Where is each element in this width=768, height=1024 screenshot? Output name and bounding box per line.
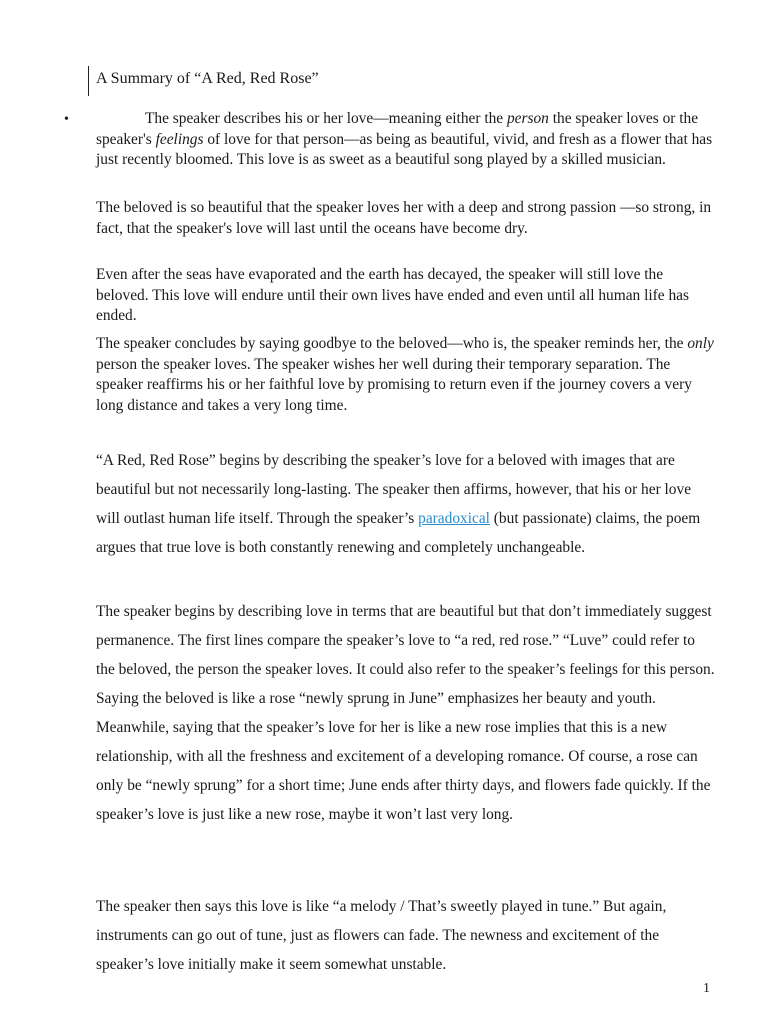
p1-text-b: the speaker loves or the speaker's [96,110,699,148]
text-cursor [88,66,89,96]
p4-text-a: The speaker concludes by saying goodbye to the beloved—who is, the speaker reminds her, the [96,335,688,352]
p1-text-c: of love for that person—as being as beautiful, vivid, and fresh as a flower that has just recently bloomed. This love is as sweet as a beautiful song played by a skilled musician. [96,130,713,168]
page-number: 1 [703,981,710,996]
page-title: A Summary of “A Red, Red Rose” [96,70,319,87]
p7-text: The speaker then says this love is like “a melody / That’s sweetly played in tune.” But again, instruments can go out of tune, just as flowers can fade. The newness and excitement of the speaker’s love initially make it seem somewhat unstable. [96,898,667,973]
p4-emphasis-only: only [687,335,714,352]
paragraph-7 [96,892,716,979]
paragraph-5 [96,446,716,562]
paragraph-1 [96,109,716,171]
p1-emphasis-feelings: feelings [155,130,204,148]
paradoxical-link[interactable]: paradoxical [418,510,490,527]
p2-text: The beloved is so beautiful that the speaker loves her with a deep and strong passion —so strong, in fact, that the speaker's love will last until the oceans have become dry. [96,199,712,237]
p1-text-a: The speaker describes his or her love—meaning either the [145,110,507,127]
p5-text-a: “A Red, Red Rose” begins by describing the speaker’s love for a beloved with images that are beautiful but not necessarily long-lasting. The speaker then affirms, however, that his or her love will outlast human life itself. Through the speaker’s [96,452,692,527]
paragraph-6 [96,597,716,829]
p6-text: The speaker begins by describing love in terms that are beautiful but that don’t immediately suggest permanence. The first lines compare the speaker’s love to “a red, red rose.” “Luve” could refer to the beloved, the person the speaker loves. It could also refer to the speaker’s feelings for this person. Saying the beloved is like a rose “newly sprung in June” emphasizes her beauty and youth. Meanwhile, saying that the speaker’s love for her is like a new rose implies that this is a new relationship, with all the freshness and excitement of a developing romance. Of course, a rose can only be “newly sprung” for a short time; June ends after thirty days, and flowers fade quickly. If the speaker’s love is just like a new rose, maybe it won’t last very long. [96,603,715,823]
paragraph-2 [96,198,716,239]
p1-emphasis-person: person [506,110,549,127]
p4-text-b: person the speaker loves. The speaker wishes her well during their temporary separation. The speaker reaffirms his or her faithful love by promising to return even if the journey covers a very long distance and takes a very long time. [96,355,692,414]
paragraph-4 [96,334,716,416]
paragraph-3 [96,265,716,327]
p3-text: Even after the seas have evaporated and the earth has decayed, the speaker will still love the beloved. This love will endure until their own lives have ended and even until all human life has ended. [96,266,689,324]
bullet-icon: • [64,112,69,127]
p5-text-b: (but passionate) claims, the poem argues that true love is both constantly renewing and completely unchangeable. [96,510,701,556]
